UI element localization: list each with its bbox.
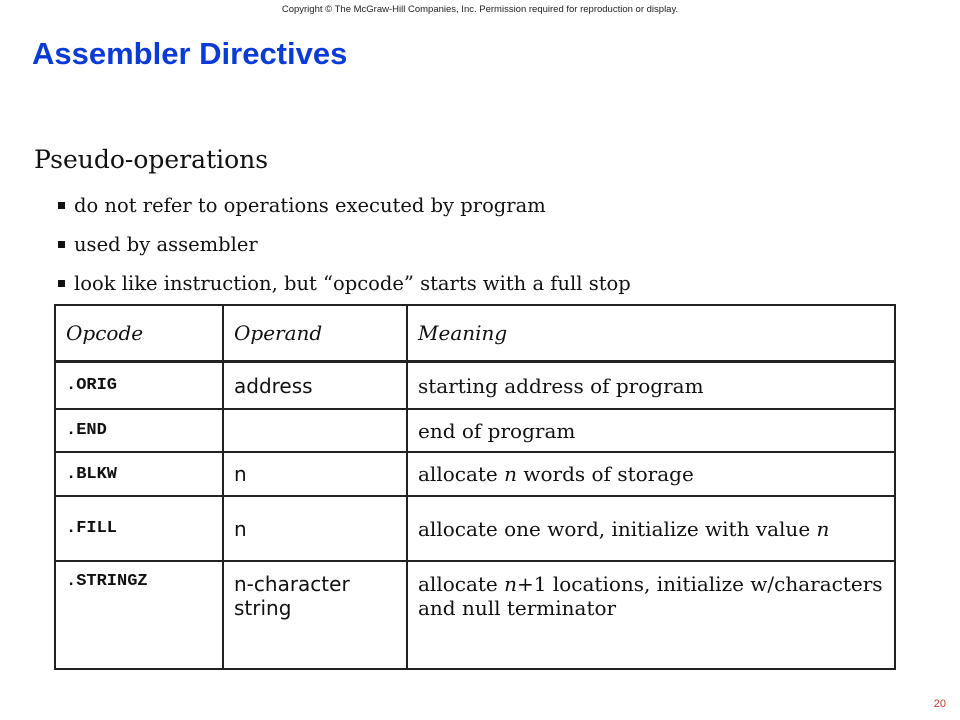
header-opcode: Opcode — [55, 305, 223, 362]
opcode-cell: .ORIG — [55, 362, 223, 410]
bullet-list — [58, 186, 631, 303]
meaning-cell: allocate n+1 locations, initialize w/characters and null terminator — [407, 561, 895, 669]
table-row — [55, 362, 895, 410]
opcode-cell: .STRINGZ — [55, 561, 223, 669]
directives-table — [54, 304, 896, 670]
bullet-square-icon — [58, 202, 65, 209]
opcode-cell: .BLKW — [55, 452, 223, 496]
bullet-square-icon — [58, 280, 65, 287]
table-row — [55, 496, 895, 561]
page-number: 20 — [933, 698, 946, 710]
operand-cell: n — [223, 496, 407, 561]
meaning-cell: end of program — [407, 409, 895, 452]
opcode-cell: .FILL — [55, 496, 223, 561]
table-header-row — [55, 305, 895, 362]
table-row — [55, 409, 895, 452]
copyright-notice: Copyright © The McGraw-Hill Companies, Inc. Permission required for reproduction or display. — [281, 4, 679, 15]
slide-title: Assembler Directives — [32, 36, 348, 71]
header-meaning: Meaning — [407, 305, 895, 362]
operand-cell: n-character string — [223, 561, 407, 669]
bullet-item: do not refer to operations executed by program — [58, 186, 631, 225]
table-row — [55, 452, 895, 496]
meaning-cell: allocate n words of storage — [407, 452, 895, 496]
opcode-cell: .END — [55, 409, 223, 452]
bullet-item: used by assembler — [58, 225, 631, 264]
operand-cell: n — [223, 452, 407, 496]
header-operand: Operand — [223, 305, 407, 362]
section-heading: Pseudo-operations — [34, 145, 269, 174]
meaning-cell: allocate one word, initialize with value n — [407, 496, 895, 561]
operand-cell — [223, 409, 407, 452]
bullet-square-icon — [58, 241, 65, 248]
meaning-cell: starting address of program — [407, 362, 895, 410]
table-row — [55, 561, 895, 669]
bullet-item: look like instruction, but “opcode” starts with a full stop — [58, 264, 631, 303]
operand-cell: address — [223, 362, 407, 410]
